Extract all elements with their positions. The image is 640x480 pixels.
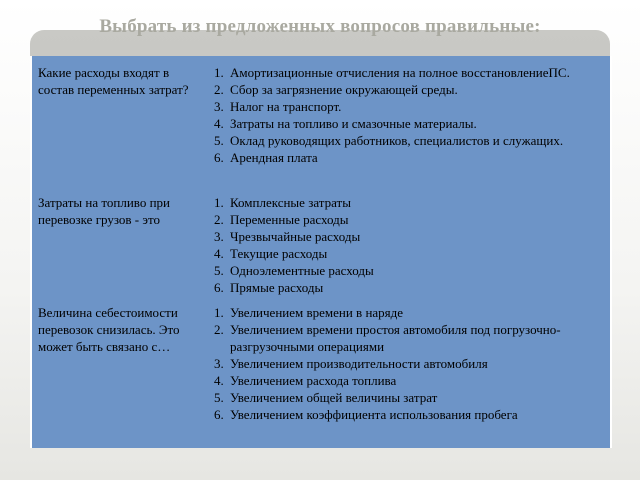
answer-item	[208, 98, 606, 115]
answer-number: 1.	[214, 195, 224, 210]
answer-item	[208, 132, 606, 149]
answer-text: Одноэлементные расходы	[230, 263, 374, 278]
answer-item	[208, 389, 606, 406]
answer-number: 3.	[214, 356, 224, 371]
answer-list	[208, 194, 606, 296]
answer-item	[208, 228, 606, 245]
answer-number: 1.	[214, 65, 224, 80]
answer-text: Налог на транспорт.	[230, 99, 342, 114]
answer-item	[208, 262, 606, 279]
answer-item	[208, 81, 606, 98]
answer-item	[208, 304, 606, 321]
answer-item	[208, 245, 606, 262]
answer-number: 2.	[214, 212, 224, 227]
answer-number: 4.	[214, 373, 224, 388]
answer-number: 6.	[214, 150, 224, 165]
answer-number: 2.	[214, 82, 224, 97]
answer-item	[208, 194, 606, 211]
answer-item	[208, 406, 606, 423]
answer-number: 2.	[214, 322, 224, 337]
answer-text: Увеличением производительности автомобиля	[230, 356, 488, 371]
answer-text: Текущие расходы	[230, 246, 328, 261]
questions-table	[30, 56, 612, 448]
answer-number: 1.	[214, 305, 224, 320]
answer-text: Чрезвычайные расходы	[230, 229, 361, 244]
answer-list	[208, 304, 606, 423]
answer-number: 3.	[214, 99, 224, 114]
answer-text: Увеличением расхода топлива	[230, 373, 397, 388]
answer-item	[208, 321, 606, 355]
answer-list	[208, 64, 606, 166]
answer-item	[208, 279, 606, 296]
question-text: Величина себестоимости перевозок снизилась. Это может быть связано с…	[38, 305, 180, 354]
answer-number: 5.	[214, 390, 224, 405]
slide-title: Выбрать из предложенных вопросов правильные:	[99, 16, 541, 37]
answer-number: 4.	[214, 116, 224, 131]
answer-text: Увеличением времени простоя автомобиля под погрузочно-разгрузочными операциями	[230, 322, 561, 354]
answer-number: 5.	[214, 263, 224, 278]
answer-item	[208, 372, 606, 389]
answer-text: Амортизационные отчисления на полное восстановлениеПС.	[230, 65, 570, 80]
answer-text: Сбор за загрязнение окружающей среды.	[230, 82, 458, 97]
answer-number: 6.	[214, 407, 224, 422]
answer-number: 3.	[214, 229, 224, 244]
answer-number: 4.	[214, 246, 224, 261]
answer-text: Арендная плата	[230, 150, 318, 165]
answer-item	[208, 211, 606, 228]
answer-number: 5.	[214, 133, 224, 148]
answer-item	[208, 64, 606, 81]
answer-text: Увеличением общей величины затрат	[230, 390, 438, 405]
answer-text: Переменные расходы	[230, 212, 349, 227]
answer-item	[208, 355, 606, 372]
answer-number: 6.	[214, 280, 224, 295]
answer-text: Увеличением коэффициента использования пробега	[230, 407, 518, 422]
answer-item	[208, 115, 606, 132]
answer-text: Затраты на топливо и смазочные материалы.	[230, 116, 477, 131]
answer-text: Прямые расходы	[230, 280, 324, 295]
question-text: Затраты на топливо при перевозке грузов - это	[38, 195, 170, 227]
answer-text: Увеличением времени в наряде	[230, 305, 404, 320]
question-text: Какие расходы входят в состав переменных затрат?	[38, 65, 189, 97]
answer-text: Комплексные затраты	[230, 195, 351, 210]
answer-text: Оклад руководящих работников, специалистов и служащих.	[230, 133, 564, 148]
answer-item	[208, 149, 606, 166]
